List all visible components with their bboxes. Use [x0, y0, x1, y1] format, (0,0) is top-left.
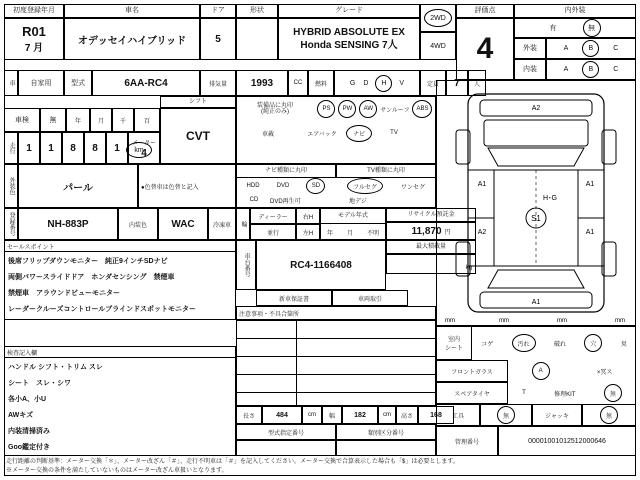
shadai-value: [256, 240, 386, 290]
notes-grid-col2: [296, 320, 297, 406]
cond-ana: 穴: [584, 334, 602, 352]
grade-label: グレード: [278, 4, 420, 18]
width-value: [342, 406, 378, 424]
heiko-cell: [250, 224, 296, 240]
width-unit: [378, 406, 396, 424]
equip-row1: [316, 98, 434, 120]
sales-line-3: 禁煙車 アラウンドビューモニター: [8, 290, 120, 297]
naiso-color-label-text: 内装色: [128, 222, 147, 229]
navi-sd: SD: [306, 178, 325, 194]
type-value-text: 6AA-RC4: [124, 77, 168, 89]
jack-label: [532, 404, 582, 426]
front-glass-row: [508, 360, 636, 382]
shinsha-hoshou: [256, 290, 332, 306]
equip-aw: AW: [359, 100, 377, 118]
dealer-text: ディーラー: [258, 214, 288, 221]
mileage-km-text: km: [134, 146, 144, 154]
svg-text:mm: mm: [615, 318, 625, 324]
tool-label: [436, 404, 480, 426]
inspection-line-5: 内装清掃済み: [8, 428, 50, 435]
tv-title-text: TV種類に丸印: [367, 167, 405, 174]
car-name-value: [64, 18, 200, 60]
inspection-line-3: 各小A、小U: [8, 396, 47, 403]
sales-lines: [8, 254, 234, 318]
haiki-label-text: 排気量: [208, 81, 227, 88]
cond-koge: コゲ: [481, 341, 494, 348]
inspection-line-1: ハンドル シフト・トリム スレ: [8, 364, 103, 371]
model-code-label-text: 型式指定番号: [267, 430, 304, 437]
jack-value: [582, 404, 636, 426]
mileage-d4: [84, 132, 106, 164]
cc-value: [236, 70, 288, 96]
fuel-opt-d: D: [363, 79, 369, 87]
col-year: 年: [74, 118, 81, 125]
mileage-d1: [18, 132, 40, 164]
naiso-grade-c: C: [613, 66, 619, 73]
gaiso-grades: [546, 38, 636, 59]
door-text: 5: [215, 33, 221, 45]
col-sen: 千: [119, 118, 126, 125]
spare-label: [436, 382, 508, 404]
equip-sunroof: サンルーフ: [380, 107, 410, 114]
equip-title-sub: (純正のみ): [260, 109, 289, 115]
length-label-text: 長さ: [242, 413, 255, 420]
svg-text:H･G: H･G: [543, 195, 557, 202]
reg-month: 7 月: [24, 43, 44, 54]
naiso-grade-a: A: [563, 66, 569, 73]
tv-row1: [338, 179, 434, 193]
width-label-text: 幅: [328, 413, 335, 420]
cc-unit: [288, 70, 308, 96]
spare-row: [508, 382, 636, 404]
length-value-text: 484: [276, 411, 288, 419]
plate-value: [18, 208, 118, 240]
front-glass-x: ×冥ス: [596, 369, 613, 376]
equip-row2: [238, 122, 434, 144]
width-value-text: 182: [354, 411, 366, 419]
recycle-label-text: リサイクル預託金: [407, 211, 455, 218]
equip-tv: TV: [390, 130, 398, 136]
model-code-value: [236, 440, 336, 456]
svg-text:A1: A1: [585, 181, 595, 188]
front-glass-label-text: フロントガラス: [451, 369, 493, 376]
kanri-value-text: 00001001012512000646: [528, 437, 606, 445]
navi-title-text: ナビ種類に丸印: [264, 167, 307, 174]
svg-text:S1: S1: [531, 214, 541, 223]
shift-value-text: CVT: [186, 129, 210, 143]
cond-yabure: 破れ: [553, 341, 566, 348]
width-unit-text: cm: [383, 412, 391, 418]
equip-navi: ナビ: [346, 125, 372, 142]
cc-value-text: 1993: [250, 77, 274, 89]
height-value-text: 168: [430, 411, 442, 419]
inspection-line-4: AWキズ: [8, 412, 34, 419]
kanri-label-text: 管理番号: [454, 439, 479, 446]
sharin-col-month: [90, 108, 112, 132]
color-text: パール: [63, 182, 93, 194]
spare-mu: 無: [604, 384, 622, 402]
drive-4wd: [420, 32, 456, 60]
tv-row2: [338, 193, 434, 207]
height-label: [396, 406, 418, 424]
shitsunai-label: [436, 326, 472, 360]
mileage-digit-3: 8: [70, 142, 76, 154]
navi-cd: CD: [249, 197, 259, 203]
naiso-color-label: [118, 208, 158, 240]
cond-yogore: 汚れ: [512, 334, 536, 352]
length-unit: [302, 406, 322, 424]
shift-value: [160, 108, 236, 164]
color-note-text: ●色替車は色替と記入: [141, 184, 199, 191]
height-label-text: 高さ: [400, 413, 413, 420]
naiso-color-text: WAC: [171, 218, 195, 230]
teiin-value-text: 7: [454, 77, 460, 89]
rh-text: 右H: [302, 214, 314, 221]
seat-text: シート: [444, 346, 463, 352]
mileage-digit-5: 1: [114, 142, 120, 154]
navi-title: [236, 164, 336, 178]
navi-row2: [238, 193, 334, 207]
reg-year: R01: [22, 24, 46, 39]
footer-line-1: 走行距離の判断基準：メーター交換「＊」、メーター改ざん「＃」、走行不明車は「＃」を記入してください。メーター交換で合算表示した場合も「$」は必要とします。: [6, 459, 459, 465]
rh-cell: [296, 208, 320, 224]
gaiso-grade-c: C: [613, 45, 619, 52]
sharin-col-sen: [112, 108, 134, 132]
inspection-line-6: Goo鑑定付き: [8, 444, 50, 451]
spare-t: T: [522, 390, 526, 396]
color-note: [138, 164, 236, 208]
sharin-mu: [40, 108, 66, 132]
tv-oneseg: ワンセグ: [400, 184, 425, 191]
shape-label: 形状: [236, 4, 278, 18]
svg-text:A1: A1: [585, 229, 595, 236]
yuu-mu-row: [514, 18, 636, 38]
mileage-digit-2: 1: [48, 142, 54, 154]
gaisou-label: 外装色: [4, 164, 18, 208]
grade-line2: Honda SENSING 7人: [300, 40, 398, 51]
sales-title: [4, 240, 236, 252]
mileage-label: 走行: [4, 132, 18, 164]
drive-2wd: [420, 4, 456, 32]
navi-hdd: HDD: [246, 183, 260, 189]
notes-grid: [236, 320, 436, 406]
notes-grid-row2: [236, 356, 436, 357]
shinsha-hoshou-text: 新車保証書: [278, 296, 309, 303]
lh-text: 左H: [302, 230, 314, 237]
kanri-label: [436, 426, 498, 456]
sales-line-1: 後席フリップダウンモニター 純正9インチSDナビ: [8, 258, 168, 265]
model-code-label: [236, 424, 336, 440]
chui-label: [236, 306, 436, 320]
grade-value: [278, 18, 420, 60]
equip-shasai: 車載: [261, 131, 274, 138]
door-value: [200, 18, 236, 60]
mileage-digit-4: 8: [92, 142, 98, 154]
shadai-label: 車台番号: [236, 240, 256, 290]
svg-text:A2: A2: [531, 105, 541, 112]
length-label: [236, 406, 262, 424]
max-load-label-text: 最大積載量: [415, 243, 446, 250]
navi-dvd-play: DVD再生可: [270, 198, 301, 205]
mileage-digit-6: 4: [141, 147, 147, 159]
model-month-unit: 月: [346, 230, 353, 237]
fuel-label: [308, 70, 334, 96]
cond-nioi: 臭: [620, 341, 627, 348]
type-value: [92, 70, 200, 96]
class-code-label-text: 類別区分番号: [367, 430, 404, 437]
cc-unit-text: CC: [293, 80, 303, 86]
score-title: 評価点: [456, 4, 514, 18]
shadai-value-text: RC4-1166408: [290, 259, 352, 271]
heiko-text: 並行: [266, 230, 279, 237]
sharyou-torihiki: [332, 290, 408, 306]
spare-kit: 修理KIT: [554, 391, 576, 398]
reg-date-label: 初度登録年月: [4, 4, 64, 18]
shape-value: [236, 18, 278, 60]
door-label: ドア: [200, 4, 236, 18]
front-glass-a: A: [532, 362, 550, 380]
condition-row1: [472, 326, 636, 360]
navi-dvd: DVD: [276, 183, 290, 189]
interior-title: [514, 4, 636, 18]
tv-analog: 地デジ: [349, 198, 367, 205]
haiki-label: [200, 70, 236, 96]
sharin-label: [4, 108, 40, 132]
col-hyaku: 百: [143, 118, 150, 125]
navi-row1: [238, 179, 334, 193]
interior-title-text: 内外装: [564, 7, 586, 15]
wa-label: 輪: [236, 208, 250, 240]
chui-text: 注意事項・不具合箇所: [239, 311, 300, 318]
plate-value-text: NH-883P: [47, 218, 89, 230]
mileage-note: メーター: [131, 140, 156, 147]
recycle-unit-text: 円: [444, 229, 451, 236]
tool-value: [480, 404, 532, 426]
equip-abs: ABS: [412, 100, 432, 118]
tool-mu: 無: [497, 406, 515, 424]
reg-date-value: [4, 18, 64, 60]
spare-label-text: スペアタイヤ: [454, 391, 490, 398]
tv-fullseg: フルセグ: [347, 178, 383, 194]
equip-airbag: エアバック: [307, 131, 337, 138]
sharin-mu-text: 無: [49, 117, 57, 124]
score-value: 4: [476, 32, 494, 65]
kanri-value: [498, 426, 636, 456]
teiin-label-text: 定員: [426, 81, 439, 88]
svg-text:A2: A2: [477, 229, 487, 236]
jack-mu: 無: [600, 406, 618, 424]
model-fumei: 不明: [366, 230, 379, 237]
svg-text:A1: A1: [531, 299, 541, 306]
car-name-text: オデッセイハイブリッド: [77, 35, 187, 47]
inspection-lines: [8, 360, 234, 456]
gaiso-grade-b: B: [582, 40, 599, 57]
sharin-col-year: [66, 108, 90, 132]
naiso-label: 内装: [514, 59, 546, 80]
naiso-grades: [546, 59, 636, 80]
recycle-value-text: 11,870: [411, 225, 442, 237]
tool-label-text: 工具: [451, 413, 464, 420]
model-year-unit: 年: [326, 230, 333, 237]
fuel-options: [334, 70, 420, 96]
front-glass-label: [436, 360, 508, 382]
reisou-label: [208, 208, 236, 240]
fuel-opt-v: V: [399, 79, 405, 87]
max-load-unit-text: kg: [465, 265, 472, 271]
mileage-km-circle: [126, 142, 152, 158]
width-label: [322, 406, 342, 424]
mileage-d2: [40, 132, 62, 164]
fuel-opt-g: G: [349, 79, 356, 87]
equip-title-text: 装備品に丸印: [256, 102, 293, 109]
inspection-title: [4, 346, 236, 358]
equip-title: [236, 98, 314, 120]
car-diagram: [438, 82, 634, 324]
car-name-label: 車名: [64, 4, 200, 18]
teiin-unit-text: 人: [473, 81, 480, 88]
sha-label: 車: [4, 70, 18, 96]
type-label-text: 型式: [71, 80, 85, 87]
length-value: [262, 406, 302, 424]
sales-title-text: セールスポイント: [7, 244, 55, 251]
inspection-line-2: シート スレ・シワ: [8, 380, 71, 387]
sharin-label-text: 車検: [15, 117, 29, 124]
equip-pw: PW: [338, 100, 356, 118]
gaiso-grade-a: A: [563, 45, 569, 52]
sales-line-2: 両側パワースライドドア ホンダセンシング 禁煙車: [8, 274, 175, 281]
plate-label: 登録番号: [4, 208, 18, 240]
footer: [6, 458, 634, 476]
owner-value: [18, 70, 64, 96]
class-code-label: [336, 424, 436, 440]
drive-4wd-text: 4WD: [430, 42, 446, 50]
lh-cell: [296, 224, 320, 240]
tv-title: [336, 164, 436, 178]
type-label: [64, 70, 92, 96]
class-code-value: [336, 440, 436, 456]
mileage-d5: [106, 132, 128, 164]
sharyou-torihiki-text: 車両取引: [357, 296, 382, 303]
svg-text:mm: mm: [445, 318, 455, 324]
dealer-cell: [250, 208, 296, 224]
col-month: 月: [97, 118, 104, 125]
mileage-digit-1: 1: [26, 142, 32, 154]
mileage-d3: [62, 132, 84, 164]
model-year-label-text: モデル年式: [338, 212, 368, 219]
grade-line1: HYBRID ABSOLUTE EX: [293, 26, 405, 38]
fuel-label-text: 燃料: [314, 81, 327, 88]
length-unit-text: cm: [308, 412, 316, 418]
equip-ps: PS: [317, 100, 335, 118]
notes-grid-row4: [236, 392, 436, 393]
model-year-box: [320, 208, 386, 240]
fuel-opt-h: H: [375, 75, 392, 92]
reisou-label-text: 冷凍車: [212, 222, 231, 229]
notes-grid-row1: [236, 338, 436, 339]
inspection-title-text: 検査記入欄: [7, 350, 38, 357]
jack-label-text: ジャッキ: [545, 413, 569, 420]
shift-label: シフト: [160, 96, 236, 108]
notes-grid-row3: [236, 374, 436, 375]
naiso-grade-b: B: [582, 61, 599, 78]
yuu-text: 有: [549, 25, 557, 32]
sales-line-4: レーダークルーズコントロールブラインドスポットモニター: [8, 306, 197, 313]
naiso-color-value: [158, 208, 208, 240]
sharin-col-hyaku: [134, 108, 160, 132]
svg-text:mm: mm: [499, 318, 509, 324]
mu-circle: 無: [583, 19, 601, 37]
svg-text:A1: A1: [477, 181, 487, 188]
gaiso-label: 外装: [514, 38, 546, 59]
owner-text: 自家用: [30, 80, 52, 87]
drive-2wd-circle: 2WD: [424, 9, 452, 27]
footer-line-2: ※メーター交換の条件を満たしていないものはメーター改ざん車扱いとなります。: [6, 468, 228, 474]
color-value: [18, 164, 138, 208]
shitsunai-text: 室内: [447, 337, 460, 343]
svg-text:mm: mm: [557, 318, 567, 324]
